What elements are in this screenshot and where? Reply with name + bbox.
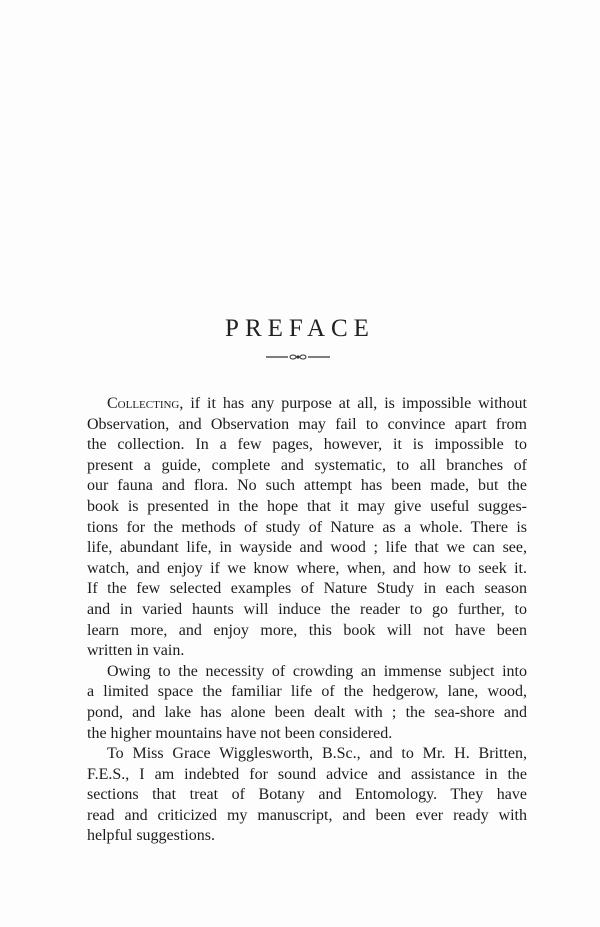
text-line: written in vain. (87, 642, 185, 660)
text-line: sections that treat of Botany and Entomology. They have (87, 786, 527, 804)
text-line: read and criticized my manuscript, and been ever ready with (87, 806, 527, 824)
text-line: the collection. In a few pages, however, it is impossible to (87, 436, 527, 454)
page-title: PREFACE (225, 314, 375, 342)
text-line: and in varied haunts will induce the reader to go further, to (87, 600, 527, 618)
paragraph-1 (67, 394, 527, 662)
lead-word: Collecting (107, 395, 180, 412)
text-line: watch, and enjoy if we know where, when, and how to seek it. (87, 559, 527, 577)
text-line: If the few selected examples of Nature Study in each season (87, 580, 527, 598)
text-line: Owing to the necessity of crowding an immense subject into (107, 662, 527, 680)
text-line: book is presented in the hope that it may give useful sugges- (87, 497, 527, 515)
text-line: helpful suggestions. (87, 827, 215, 845)
text-line: present a guide, complete and systematic, to all branches of (87, 456, 527, 474)
text-line: pond, and lake has alone been dealt with ; the sea-shore and (87, 703, 527, 721)
text-line: F.E.S., I am indebted for sound advice and assistance in the (87, 765, 527, 783)
text-line: tions for the methods of study of Nature as a whole. There is (87, 518, 527, 536)
text-line: To Miss Grace Wigglesworth, B.Sc., and to Mr. H. Britten, (107, 745, 527, 763)
paragraph-3 (67, 744, 527, 847)
text-line: learn more, and enjoy more, this book will not have been (87, 621, 527, 639)
text-line: Observation, and Observation may fail to convince apart from (87, 415, 527, 433)
ornamental-rule-icon (266, 352, 330, 362)
paragraph-2 (67, 662, 527, 744)
text-line: a limited space the familiar life of the hedgerow, lane, wood, (87, 683, 527, 701)
preface-body (67, 394, 527, 847)
text-line: life, abundant life, in wayside and wood ; life that we can see, (87, 539, 527, 557)
text-line: Collecting, if it has any purpose at all, is impossible without (107, 395, 527, 412)
text-line: our fauna and flora. No such attempt has been made, but the (87, 477, 527, 495)
text-line: the higher mountains have not been considered. (87, 724, 393, 742)
